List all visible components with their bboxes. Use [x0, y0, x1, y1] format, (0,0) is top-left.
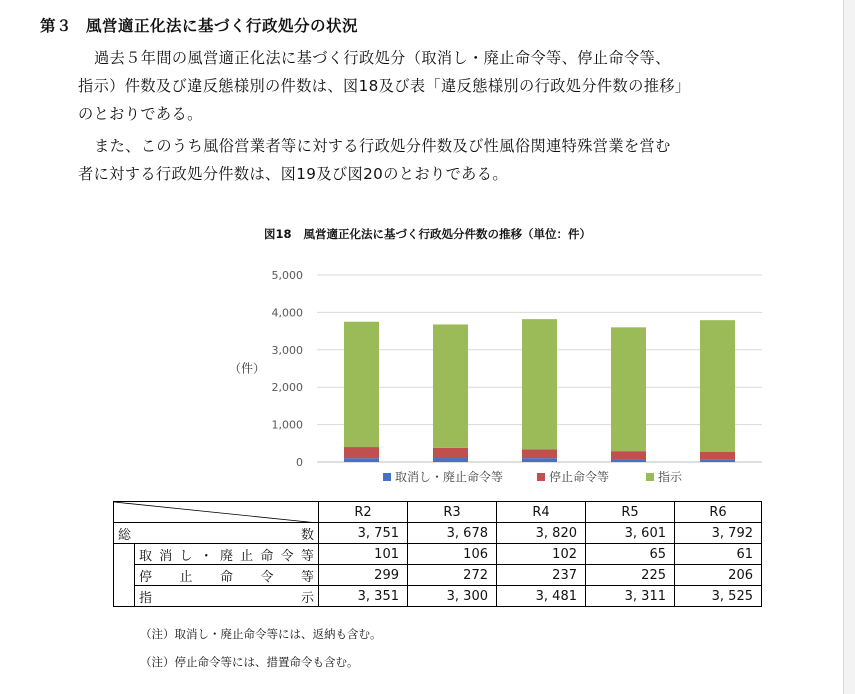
legend-swatch	[383, 473, 391, 481]
table-cell: 3, 351	[319, 586, 408, 607]
legend-label: 指示	[658, 470, 683, 484]
column-header: R2	[319, 502, 408, 523]
paragraph-line: 指示）件数及び違反態様別の件数は、図18及び表「違反態様別の行政処分件数の推移」	[78, 77, 691, 95]
row-label-char: 取	[139, 548, 153, 564]
table-cell: 3, 481	[497, 586, 586, 607]
row-label-char: 停	[139, 569, 153, 585]
bar-segment	[433, 324, 468, 447]
bar-segment	[344, 458, 379, 462]
bar-segment	[522, 458, 557, 462]
row-label-char: 指	[139, 590, 153, 606]
y-tick-label: 1,000	[271, 418, 303, 432]
table-corner-cell	[114, 502, 319, 523]
table-cell: 3, 311	[586, 586, 675, 607]
legend-swatch	[537, 473, 545, 481]
section-number: 第３	[40, 17, 73, 35]
table-note: （注）停止命令等には、措置命令も含む。	[140, 655, 359, 669]
bar-segment	[522, 319, 557, 449]
row-label	[135, 544, 319, 565]
row-label-char: 等	[300, 548, 314, 564]
row-label-char: 総	[118, 527, 132, 543]
row-label-char: 止	[179, 569, 193, 585]
y-tick-label: 5,000	[271, 269, 303, 282]
row-label-char: ・	[199, 548, 213, 564]
bar-segment	[522, 449, 557, 458]
row-label-char: 命	[260, 548, 274, 564]
legend-label: 停止命令等	[549, 470, 610, 484]
y-tick-label: 3,000	[271, 343, 303, 357]
row-label-char: 廃	[219, 548, 233, 564]
table-cell: 3, 601	[586, 523, 675, 544]
row-label	[135, 565, 319, 586]
row-label-char: 令	[280, 548, 294, 564]
legend-swatch	[646, 473, 654, 481]
paragraph-line: また、このうち風俗営業者等に対する行政処分件数及び性風俗関連特殊営業を営む	[94, 137, 671, 155]
row-label-char: 命	[219, 569, 233, 585]
table-cell: 225	[586, 565, 675, 586]
table-cell: 61	[675, 544, 762, 565]
table-row	[114, 544, 762, 565]
bar-segment	[433, 448, 468, 458]
table-cell: 299	[319, 565, 408, 586]
table-cell: 3, 751	[319, 523, 408, 544]
row-label-char: 令	[260, 569, 274, 585]
row-label-char: 止	[240, 548, 254, 564]
row-label-char: 示	[300, 590, 314, 606]
row-label	[114, 523, 319, 544]
column-header: R6	[675, 502, 762, 523]
y-axis-label: （件）	[228, 361, 266, 376]
table-cell: 206	[675, 565, 762, 586]
table-cell: 237	[497, 565, 586, 586]
table-cell: 3, 820	[497, 523, 586, 544]
table-cell: 3, 792	[675, 523, 762, 544]
figure-number: 図18	[263, 227, 292, 241]
bar-segment	[611, 451, 646, 459]
row-label-char: 消	[159, 548, 173, 564]
column-header: R3	[408, 502, 497, 523]
indent-cell	[114, 544, 135, 607]
y-tick-label: 0	[296, 456, 303, 469]
bar-segment	[700, 460, 735, 462]
y-tick-label: 4,000	[271, 306, 303, 320]
paragraph-line: 過去５年間の風営適正化法に基づく行政処分（取消し・廃止命令等、停止命令等、	[94, 49, 671, 67]
row-label-char: し	[179, 548, 193, 564]
paragraph-line: 者に対する行政処分件数は、図19及び図20のとおりである。	[78, 165, 508, 183]
bar-segment	[700, 452, 735, 460]
row-label-char: 数	[300, 527, 314, 543]
column-header: R4	[497, 502, 586, 523]
table-cell: 3, 300	[408, 586, 497, 607]
data-table	[113, 501, 762, 607]
row-label	[135, 586, 319, 607]
table-cell: 65	[586, 544, 675, 565]
figure-caption: 風営適正化法に基づく行政処分件数の推移（単位：件）	[303, 227, 591, 241]
section-title: 風営適正化法に基づく行政処分の状況	[86, 17, 359, 35]
paragraph-line: のとおりである。	[78, 105, 203, 123]
bar-segment	[611, 460, 646, 462]
table-cell: 102	[497, 544, 586, 565]
table-note: （注）取消し・廃止命令等には、返納も含む。	[140, 627, 382, 641]
bar-segment	[344, 322, 379, 447]
bar-segment	[433, 458, 468, 462]
bar-segment	[611, 327, 646, 451]
y-tick-label: 2,000	[271, 381, 303, 395]
table-cell: 272	[408, 565, 497, 586]
table-cell: 3, 678	[408, 523, 497, 544]
table-row	[114, 565, 762, 586]
row-label-char: 等	[300, 569, 314, 585]
column-header: R5	[586, 502, 675, 523]
table-header-row	[114, 502, 762, 523]
table-cell: 101	[319, 544, 408, 565]
legend-label: 取消し・廃止命令等	[395, 470, 504, 484]
bar-segment	[700, 320, 735, 452]
table-row	[114, 586, 762, 607]
table-cell: 3, 525	[675, 586, 762, 607]
table-row	[114, 523, 762, 544]
bar-segment	[344, 447, 379, 458]
table-cell: 106	[408, 544, 497, 565]
